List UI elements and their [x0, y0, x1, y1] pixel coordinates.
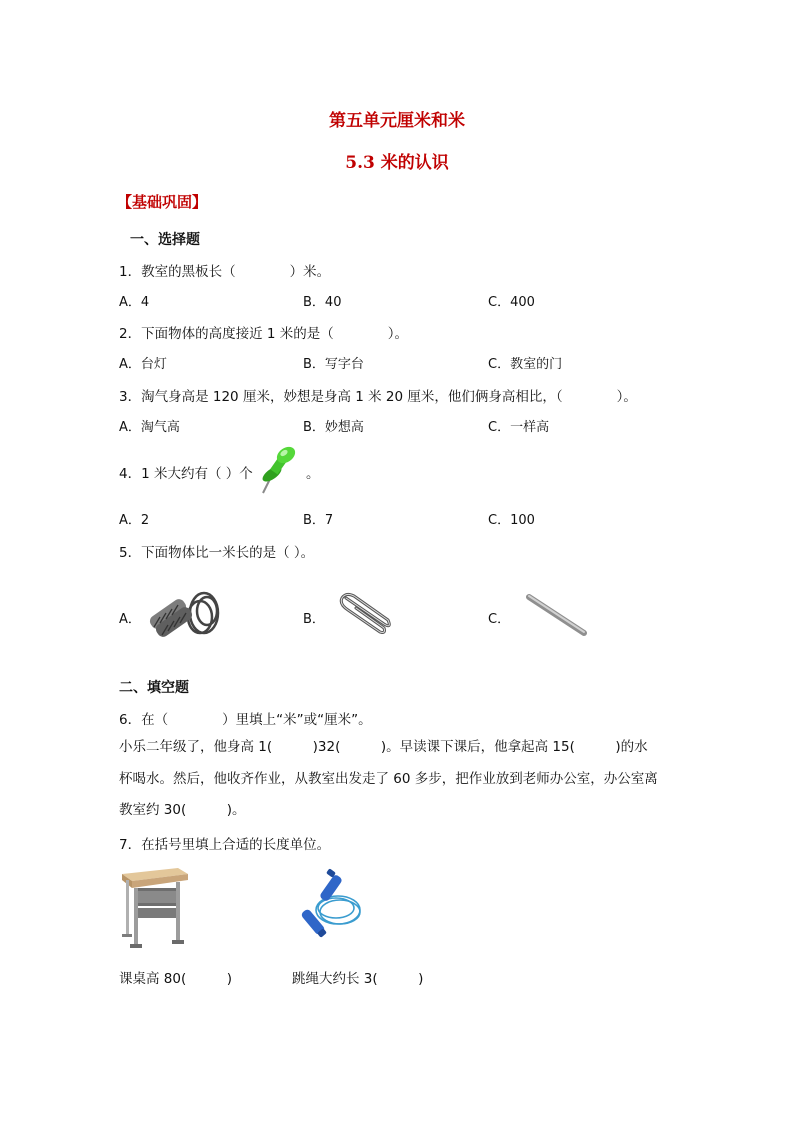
jump-rope-coil-image — [140, 585, 224, 645]
question-2: 2．下面物体的高度接近 1 米的是（ ）。 — [119, 326, 409, 342]
q4-option-b: B．7 — [303, 513, 334, 528]
q3-option-a: A．淘气高 — [119, 420, 180, 435]
q5-option-b: B． — [303, 612, 325, 627]
stick-image — [524, 592, 590, 638]
question-4-end: 。 — [306, 466, 320, 482]
rope-length-label: 跳绳大约长 3( ) — [292, 971, 424, 987]
section-tag: 【基础巩固】 — [117, 193, 208, 211]
q6-passage-line-3: 教室约 30( )。 — [119, 802, 246, 818]
lesson-subtitle: 5.3 米的认识 — [345, 153, 449, 173]
q3-option-c: C．一样高 — [488, 420, 550, 435]
blue-jump-rope-image — [296, 868, 380, 948]
question-7: 7．在括号里填上合适的长度单位。 — [119, 837, 331, 853]
question-3: 3．淘气身高是 120 厘米，妙想是身高 1 米 20 厘米，他们俩身高相比，（ ）。 — [119, 389, 637, 405]
q2-option-b: B．写字台 — [303, 357, 364, 372]
page-title: 第五单元厘米和米 — [329, 111, 465, 131]
section-choice-heading: 一、选择题 — [130, 232, 200, 248]
question-1: 1．教室的黑板长（ ）米。 — [119, 264, 331, 280]
q1-option-a: A．4 — [119, 295, 150, 310]
q2-option-a: A．台灯 — [119, 357, 167, 372]
q4-option-a: A．2 — [119, 513, 150, 528]
question-6: 6．在（ ）里填上“米”或“厘米”。 — [119, 712, 372, 728]
q1-option-b: B．40 — [303, 295, 342, 310]
question-4-text: 4．1 米大约有（ ）个 — [119, 466, 253, 482]
pushpin-icon — [258, 443, 302, 495]
section-fill-heading: 二、填空题 — [119, 680, 189, 696]
paperclip-image — [336, 588, 398, 634]
school-desk-image — [118, 864, 190, 954]
q5-option-a: A． — [119, 612, 141, 627]
q6-passage-line-2: 杯喝水。然后，他收齐作业，从教室出发走了 60 多步，把作业放到老师办公室，办公室离 — [119, 771, 658, 787]
q5-option-c: C． — [488, 612, 511, 627]
q6-passage-line-1: 小乐二年级了，他身高 1( )32( )。早读课下课后，他拿起高 15( )的水 — [119, 739, 648, 755]
q4-option-c: C．100 — [488, 513, 535, 528]
q1-option-c: C．400 — [488, 295, 535, 310]
question-5: 5．下面物体比一米长的是（ ）。 — [119, 545, 315, 561]
q2-option-c: C．教室的门 — [488, 357, 563, 372]
desk-height-label: 课桌高 80( ) — [119, 971, 233, 987]
q3-option-b: B．妙想高 — [303, 420, 364, 435]
